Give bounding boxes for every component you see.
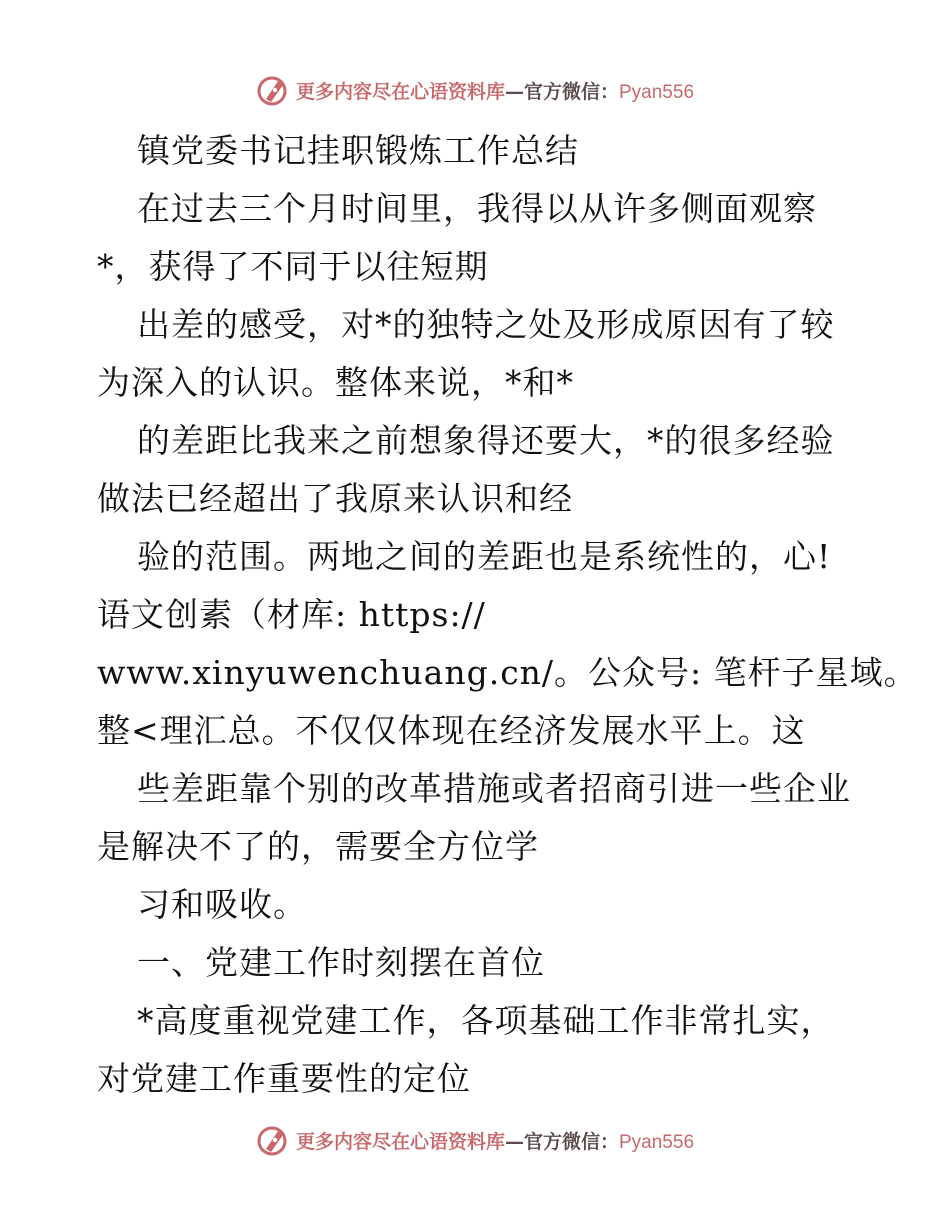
pen-nib-circle-icon bbox=[256, 73, 290, 107]
doc-line-0: 镇党委书记挂职锻炼工作总结 bbox=[137, 131, 579, 170]
doc-line-2: *，获得了不同于以往短期 bbox=[97, 247, 489, 286]
doc-line-3: 出差的感受，对*的独特之处及形成原因有了较 bbox=[137, 305, 835, 344]
doc-line-9: www.xinyuwenchuang.cn/。公众号: 笔杆子星域。 bbox=[97, 653, 918, 692]
doc-line-12: 是解决不了的，需要全方位学 bbox=[97, 827, 539, 866]
doc-line-15: *高度重视党建工作，各项基础工作非常扎实， bbox=[137, 1001, 835, 1040]
document-body bbox=[97, 122, 918, 1108]
doc-line-11: 些差距靠个别的改革措施或者招商引进一些企业 bbox=[137, 769, 851, 808]
pen-nib-circle-icon bbox=[256, 1123, 290, 1157]
doc-line-4: 为深入的认识。整体来说，*和* bbox=[97, 363, 574, 402]
watermark-text: 更多内容尽在心语资料库—官方微信：Pyan556 bbox=[295, 1130, 695, 1153]
doc-line-7: 验的范围。两地之间的差距也是系统性的，心! bbox=[137, 537, 832, 576]
doc-line-8: 语文创素（材库: https:// bbox=[97, 595, 486, 634]
header-watermark-banner bbox=[0, 70, 950, 110]
doc-line-6: 做法已经超出了我原来认识和经 bbox=[97, 479, 573, 518]
doc-line-13: 习和吸收。 bbox=[137, 885, 307, 924]
watermark-text: 更多内容尽在心语资料库—官方微信：Pyan556 bbox=[295, 80, 695, 103]
footer-watermark-banner bbox=[0, 1120, 950, 1160]
doc-line-5: 的差距比我来之前想象得还要大，*的很多经验 bbox=[137, 421, 835, 460]
doc-line-16: 对党建工作重要性的定位 bbox=[97, 1059, 471, 1098]
doc-line-14: 一、党建工作时刻摆在首位 bbox=[137, 943, 545, 982]
doc-line-1: 在过去三个月时间里，我得以从许多侧面观察 bbox=[137, 189, 817, 228]
doc-line-10: 整<理汇总。不仅仅体现在经济发展水平上。这 bbox=[97, 711, 806, 750]
